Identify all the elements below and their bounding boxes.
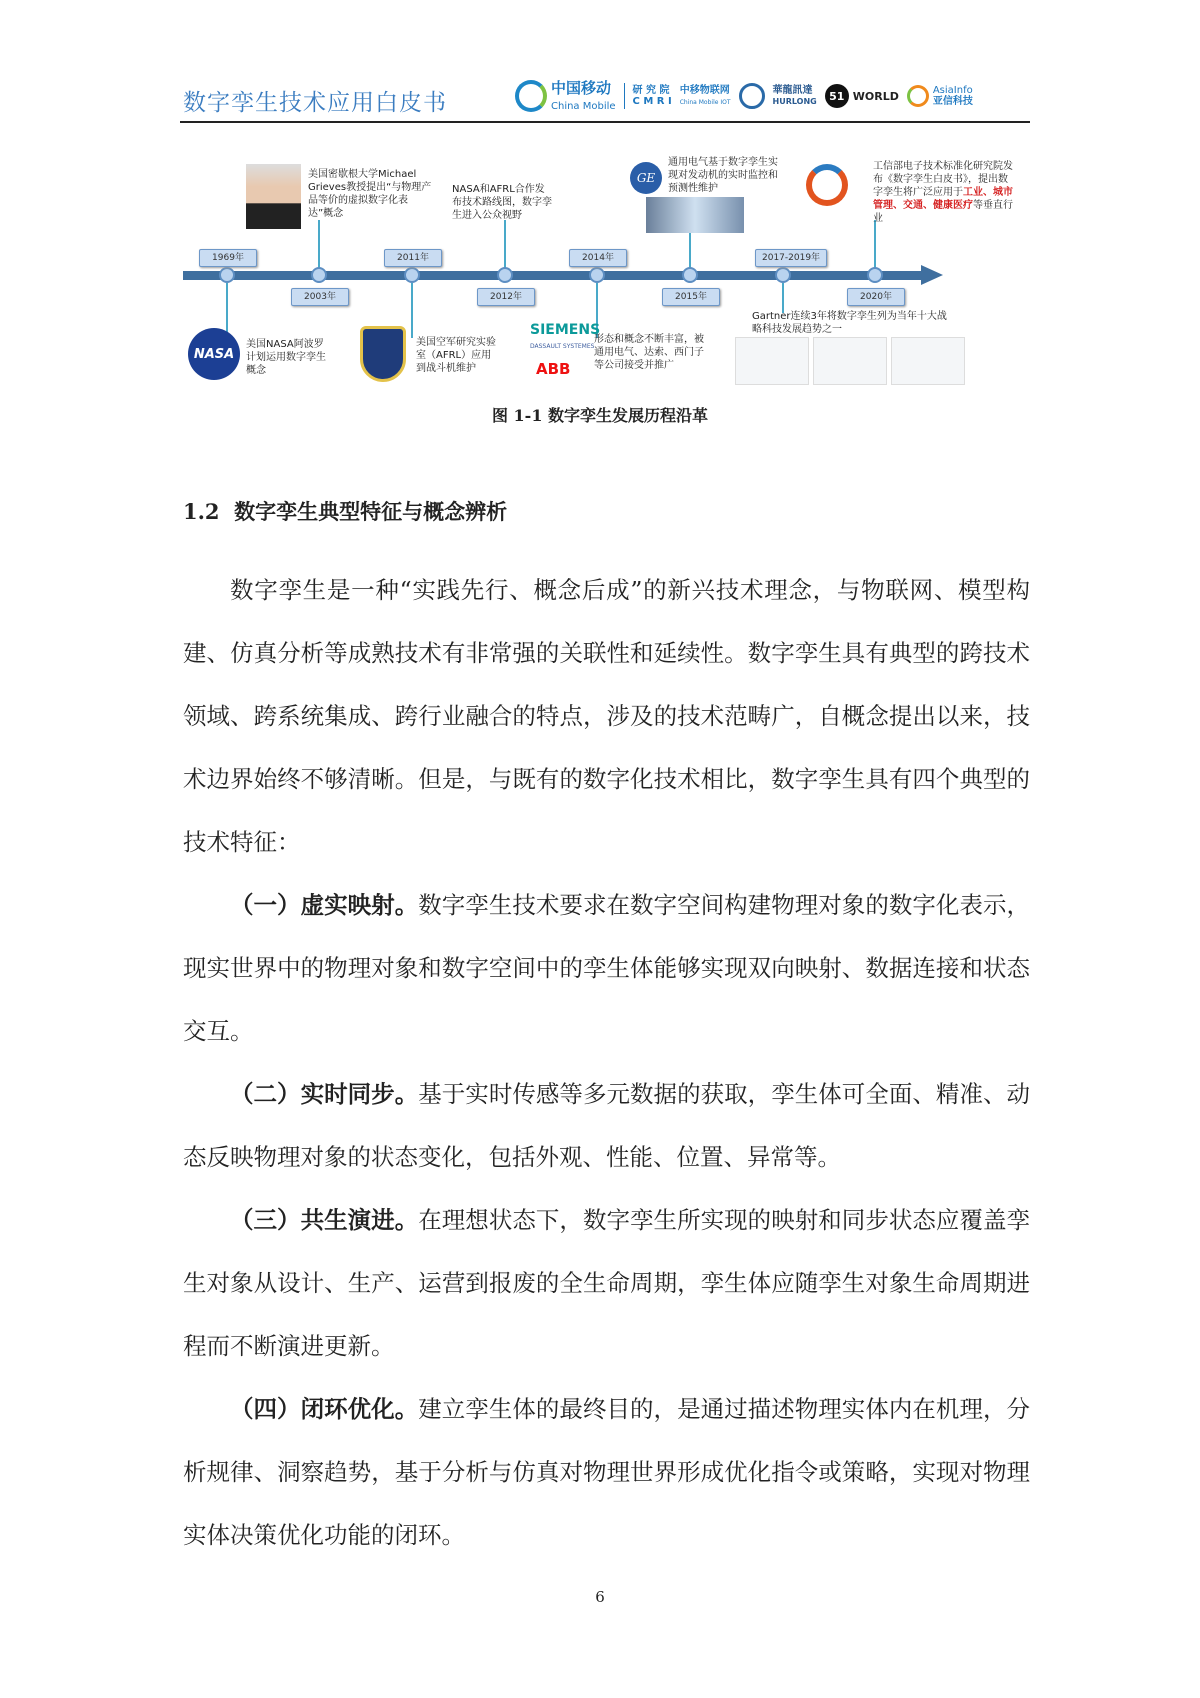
siemens-logo: SIEMENS: [530, 322, 601, 338]
header-title: 数字孪生技术应用白皮书: [183, 90, 447, 116]
paragraph-text: 基于实时传感等多元数据的获取，孪生体可全面、精准、动态反映物理对象的状态变化，包括外观、性能、位置、异常等。: [183, 1080, 1031, 1171]
cmri-logo: [633, 85, 672, 107]
year-label: 2014年: [569, 249, 627, 267]
event-highlight: 工业、城市管理、交通、健康医疗: [873, 187, 1013, 211]
iot-logo: [680, 85, 731, 107]
portrait-photo: [246, 164, 301, 229]
timeline-event-text: 形态和概念不断丰富，被通用电气、达索、西门子等公司接受并推广: [594, 334, 704, 371]
paragraph-text: 数字孪生是一种“实践先行、概念后成”的新兴技术理念，与物联网、模型构建、仿真分析等成熟技术有非常强的关联性和延续性。数字孪生具有典型的跨技术领域、跨系统集成、跨行业融合的特点，涉及的技术范畴广，自概念提出以来，技术边界始终不够清晰。但是，与既有的数字化技术相比，数字孪生具有四个典型的技术特征：: [183, 576, 1030, 856]
feature-lead: （三）共生演进。: [230, 1206, 419, 1234]
hurlong-logo: [773, 85, 817, 107]
timeline-event-text: NASA和AFRL合作发布技术路线图，数字孪生进入公众视野: [452, 184, 552, 221]
paragraph-text: 数字孪生技术要求在数字空间构建物理对象的数字化表示，现实世界中的物理对象和数字空间中的孪生体能够实现双向映射、数据连接和状态交互。: [183, 891, 1031, 1045]
year-label: 2015年: [662, 288, 720, 306]
asiainfo-en: AsiaInfo: [932, 85, 973, 96]
gartner-hype-cycle-chart: [891, 337, 965, 385]
timeline-stem: [411, 283, 413, 338]
timeline-event-text: 美国NASA阿波罗计划运用数字孪生概念: [246, 339, 326, 376]
logo-divider: [624, 83, 625, 109]
year-label: 2003年: [291, 288, 349, 306]
asiainfo-cn: 亚信科技: [932, 96, 973, 107]
timeline-event-text: 通用电气基于数字孪生实现对发动机的实时监控和预测性维护: [668, 157, 778, 194]
china-mobile-icon: [515, 80, 547, 112]
iot-cn: 中移物联网: [679, 85, 730, 96]
event-text: 等垂直行业: [873, 200, 1013, 224]
gartner-hype-cycle-chart: [735, 337, 809, 385]
partner-logos: [515, 80, 973, 112]
paragraph-intro: [183, 559, 1030, 874]
timeline-stem: [226, 283, 228, 338]
engine-photo: [646, 197, 744, 233]
gartner-hype-cycle-chart: [813, 337, 887, 385]
timeline-node: [589, 267, 605, 283]
timeline-axis: [183, 271, 923, 280]
section-title: 数字孪生典型特征与概念辨析: [234, 499, 508, 524]
timeline-stem: [689, 232, 691, 269]
nasa-logo: NASA: [188, 328, 240, 380]
year-label: 2011年: [384, 249, 442, 267]
abb-logo: ABB: [536, 360, 571, 378]
timeline-node: [682, 267, 698, 283]
year-label: 2020年: [847, 288, 905, 306]
timeline-node: [497, 267, 513, 283]
51world-icon: 51: [825, 84, 849, 108]
paragraph-text: 在理想状态下，数字孪生所实现的映射和同步状态应覆盖孪生对象从设计、生产、运营到报废的全生命周期，孪生体应随孪生对象生命周期进程而不断演进更新。: [183, 1206, 1031, 1360]
hurlong-cn: 華龍訊達: [772, 85, 813, 96]
timeline-stem: [782, 283, 784, 313]
hurlong-en: HURLONG: [772, 97, 817, 106]
hurlong-icon: [739, 83, 765, 109]
timeline-stem: [874, 220, 876, 269]
body-text: [183, 559, 1030, 1567]
asiainfo-logo: [933, 85, 973, 107]
timeline-node: [775, 267, 791, 283]
timeline-event-text: 美国空军研究实验室（AFRL）应用到战斗机维护: [416, 337, 496, 374]
paragraph-feature-1: [183, 874, 1030, 1063]
section-number: 1.2: [183, 499, 220, 524]
feature-lead: （二）实时同步。: [230, 1080, 419, 1108]
header-rule: [180, 121, 1030, 123]
feature-lead: （四）闭环优化。: [230, 1395, 419, 1423]
dassault-logo: DASSAULT SYSTEMES: [530, 343, 595, 350]
cmri-cn: 研 究 院: [632, 85, 670, 96]
paragraph-feature-4: [183, 1378, 1030, 1567]
timeline-event-text: 美国密歇根大学Michael Grieves教授提出“与物理产品等价的虚拟数字化表达”概念: [308, 169, 432, 219]
year-label: 1969年: [199, 249, 257, 267]
timeline-event-text: Gartner连续3年将数字孪生列为当年十大战略科技发展趋势之一: [752, 311, 947, 335]
china-mobile-en: China Mobile: [551, 100, 616, 112]
china-mobile-logo: [515, 80, 616, 112]
cmri-en: C M R I: [632, 96, 672, 107]
timeline-node: [311, 267, 327, 283]
page-number: 6: [595, 1588, 605, 1606]
china-mobile-cn: 中国移动: [551, 78, 612, 97]
ge-logo: GE: [630, 162, 662, 194]
iot-en: China Mobile IOT: [679, 99, 731, 106]
year-label: 2017-2019年: [755, 249, 827, 267]
timeline-stem: [318, 220, 320, 269]
afrl-shield-logo: [360, 326, 406, 382]
section-heading: [183, 496, 507, 526]
timeline-stem: [504, 220, 506, 269]
timeline-arrow-icon: [921, 265, 943, 285]
paragraph-text: 建立孪生体的最终目的，是通过描述物理实体内在机理，分析规律、洞察趋势，基于分析与仿真对物理世界形成优化指令或策略，实现对物理实体决策优化功能的闭环。: [183, 1395, 1031, 1549]
paragraph-feature-3: [183, 1189, 1030, 1378]
event-text: 工信部电子技术标准化研究院发布《数字孪生白皮书》，提出数字孪生将广泛应用于: [873, 161, 1013, 198]
feature-lead: （一）虚实映射。: [230, 891, 419, 919]
year-label: 2012年: [477, 288, 535, 306]
cesi-logo: [806, 164, 848, 206]
figure-caption: 图 1-1 数字孪生发展历程沿革: [491, 406, 709, 425]
timeline-node: [867, 267, 883, 283]
51world-text: WORLD: [852, 89, 899, 103]
timeline-node: [219, 267, 235, 283]
asiainfo-icon: [907, 85, 929, 107]
paragraph-feature-2: [183, 1063, 1030, 1189]
timeline-node: [404, 267, 420, 283]
timeline-event-text: [873, 160, 1013, 225]
